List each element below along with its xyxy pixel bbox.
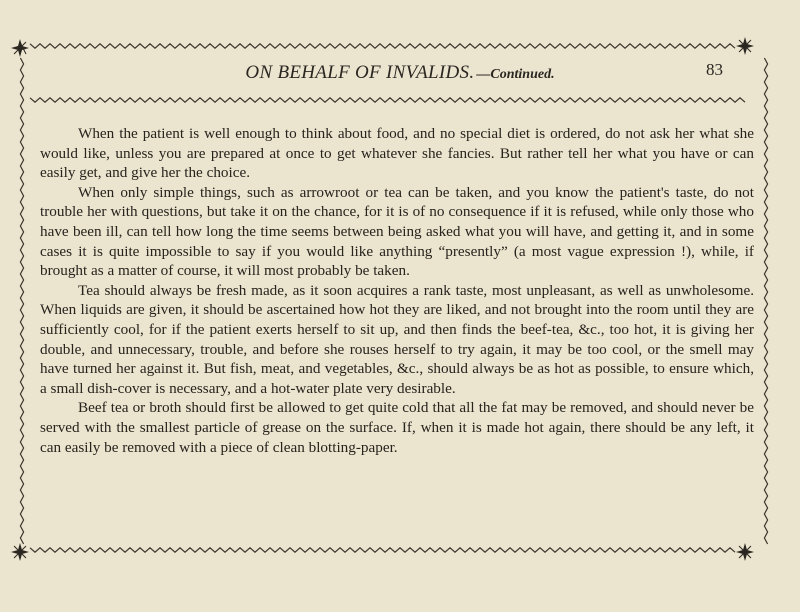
body-text — [40, 124, 754, 457]
page-number: 83 — [706, 60, 723, 79]
corner-ornament-bottom-right — [736, 543, 754, 561]
bottom-wavy-rule — [30, 548, 735, 552]
paragraph: Beef tea or broth should first be allowed to get quite cold that all the fat may be removed, and should never be served with the smallest particle of grease on the surface. If, when it is made hot again, there should be any left, it can easily be removed with a piece of clean blotting-paper. — [40, 399, 754, 456]
top-wavy-rule — [30, 44, 735, 48]
paragraph: When the patient is well enough to think about food, and no special diet is ordered, do not ask her what she would like, unless you are prepared at once to get whatever she fancies. But rather tell her what you have or can easily get, and give her the choice. — [40, 125, 754, 182]
running-title: ON BEHALF OF INVALIDS. — [245, 62, 475, 83]
running-header — [120, 62, 680, 88]
corner-ornament-bottom-left — [11, 543, 29, 561]
corner-ornament-top-right — [736, 37, 754, 55]
corner-ornament-top-left — [11, 39, 29, 57]
running-title-suffix: —Continued. — [476, 67, 555, 82]
left-wavy-rule — [20, 58, 23, 544]
header-wavy-rule — [30, 98, 745, 102]
right-wavy-rule — [764, 58, 767, 544]
paragraph: When only simple things, such as arrowroot or tea can be taken, and you know the patient's taste, do not trouble her with questions, but take it on the chance, for it is of no consequence if it is refused, while only those who have been ill, can tell how long the time seems between being asked what you will have, and getting it, and in some cases it is quite impossible to say if you would like anything “presently” (a most vague expression !), while, if brought as a matter of course, it will most probably be taken. — [40, 183, 754, 280]
paragraph: Tea should always be fresh made, as it soon acquires a rank taste, most unpleasant, as well as unwholesome. When liquids are given, it should be ascertained how hot they are liked, and not brought into the room until they are sufficiently cool, for if the patient exerts herself to sit up, and then finds the beef-tea, &c., too hot, it is giving her double, and unnecessary, trouble, and before she rouses herself to try again, it may be too cool, or the smell may have turned her against it. But fish, meat, and vegetables, &c., should always be as hot as possible, to ensure which, a small dish-cover is necessary, and a hot-water plate very desirable. — [40, 281, 754, 397]
